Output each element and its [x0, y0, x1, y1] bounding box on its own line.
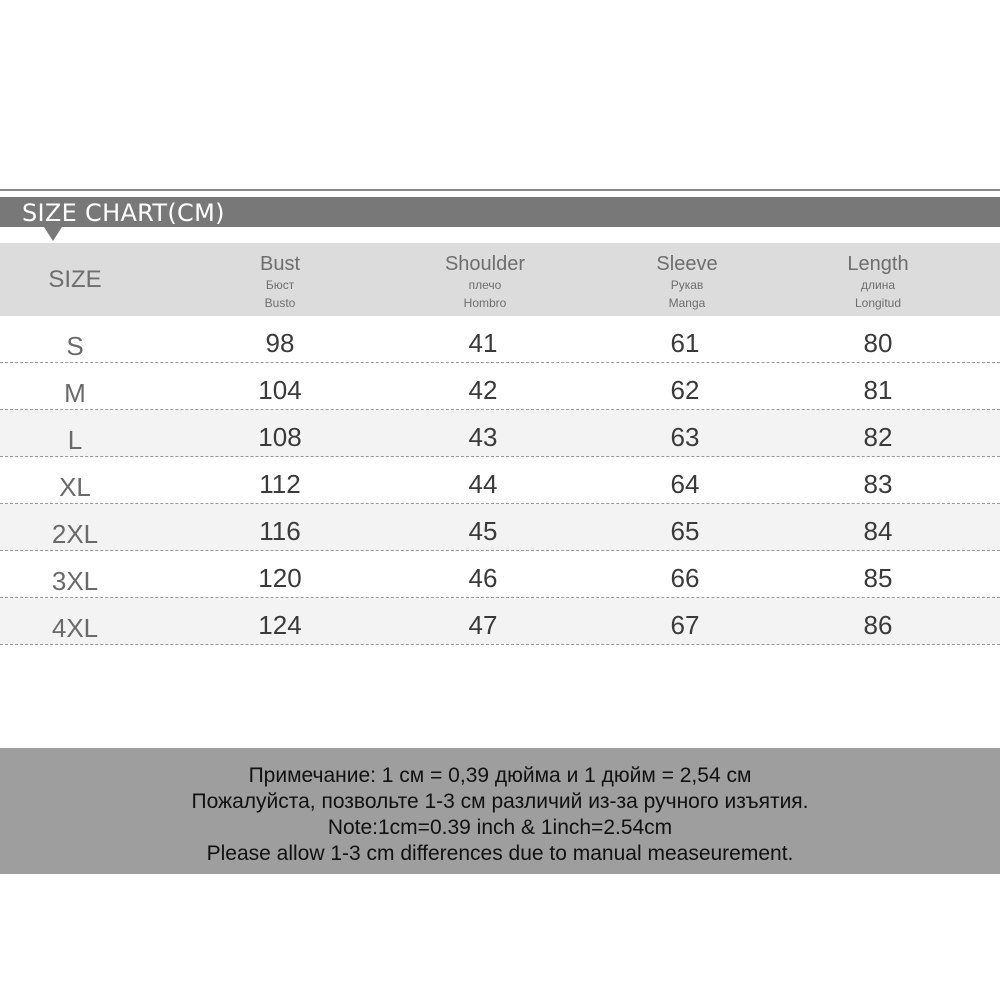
- column-header-spanish: Longitud: [854, 296, 902, 310]
- size-column-header: SIZE: [48, 266, 102, 293]
- sleeve-cell: 67: [670, 610, 700, 640]
- column-header-spanish: Manga: [668, 296, 706, 310]
- note-line-conversion: Note:1cm=0.39 inch & 1inch=2.54cm: [327, 816, 673, 839]
- length-cell: 85: [863, 563, 893, 593]
- column-header-russian: плечо: [468, 278, 502, 292]
- note-line-russian-conversion: Примечание: 1 см = 0,39 дюйма и 1 дюйм = 2,54 см: [248, 764, 752, 787]
- length-cell: 80: [863, 328, 893, 358]
- chart-title: SIZE CHART(CM): [22, 199, 225, 227]
- size-table-body: [0, 316, 1000, 645]
- size-cell: L: [67, 425, 83, 455]
- length-cell: 84: [863, 516, 893, 546]
- top-divider: [0, 189, 1000, 191]
- size-cell: S: [66, 331, 84, 361]
- length-cell: 86: [863, 610, 893, 640]
- note-line-tolerance: Please allow 1-3 cm differences due to manual measeurement.: [206, 842, 794, 865]
- column-header-length: [778, 243, 978, 310]
- bust-cell: 116: [259, 516, 301, 546]
- table-row: [0, 504, 1000, 551]
- title-bar: [0, 197, 1000, 227]
- size-cell: 3XL: [51, 566, 99, 596]
- table-row: [0, 598, 1000, 645]
- shoulder-cell: 43: [468, 422, 498, 452]
- size-cell: M: [64, 378, 86, 408]
- shoulder-cell: 45: [468, 516, 498, 546]
- column-header-russian: Бюст: [265, 278, 295, 292]
- bust-cell: 120: [258, 563, 302, 593]
- note-line-russian-tolerance: Пожалуйста, позвольте 1-3 см различий из-за ручного изъятия.: [191, 790, 809, 813]
- column-header-shoulder: [385, 243, 585, 310]
- shoulder-cell: 44: [468, 469, 498, 499]
- title-pointer-arrow: [44, 227, 62, 241]
- column-header-label: Sleeve: [656, 253, 718, 275]
- size-cell: 2XL: [51, 519, 99, 549]
- bust-cell: 124: [258, 610, 302, 640]
- table-row: [0, 316, 1000, 363]
- column-header-label: Length: [847, 253, 909, 275]
- shoulder-cell: 46: [468, 563, 498, 593]
- table-row: [0, 551, 1000, 598]
- column-header-russian: Рукав: [670, 278, 704, 292]
- length-cell: 83: [863, 469, 893, 499]
- sleeve-cell: 66: [670, 563, 700, 593]
- column-header-bust: [180, 243, 380, 310]
- column-header-russian: длина: [860, 278, 895, 292]
- size-cell: 4XL: [51, 613, 99, 643]
- size-cell: XL: [59, 472, 91, 502]
- table-row: [0, 363, 1000, 410]
- table-row: [0, 410, 1000, 457]
- sleeve-cell: 62: [670, 375, 700, 405]
- column-header-label: Shoulder: [444, 253, 526, 275]
- bust-cell: 98: [265, 328, 295, 358]
- sleeve-cell: 65: [670, 516, 700, 546]
- bust-cell: 112: [259, 469, 301, 499]
- bust-cell: 108: [258, 422, 302, 452]
- column-header-label: Bust: [259, 253, 301, 275]
- shoulder-cell: 47: [468, 610, 498, 640]
- column-header-sleeve: [587, 243, 787, 310]
- column-header-spanish: Busto: [264, 296, 296, 310]
- sleeve-cell: 64: [670, 469, 700, 499]
- measurement-note: [0, 748, 1000, 874]
- sleeve-cell: 61: [670, 328, 700, 358]
- shoulder-cell: 41: [468, 328, 498, 358]
- column-header-spanish: Hombro: [463, 296, 507, 310]
- bust-cell: 104: [258, 375, 302, 405]
- sleeve-cell: 63: [670, 422, 700, 452]
- table-header: [0, 243, 1000, 316]
- shoulder-cell: 42: [468, 375, 498, 405]
- length-cell: 81: [863, 375, 893, 405]
- length-cell: 82: [863, 422, 893, 452]
- table-row: [0, 457, 1000, 504]
